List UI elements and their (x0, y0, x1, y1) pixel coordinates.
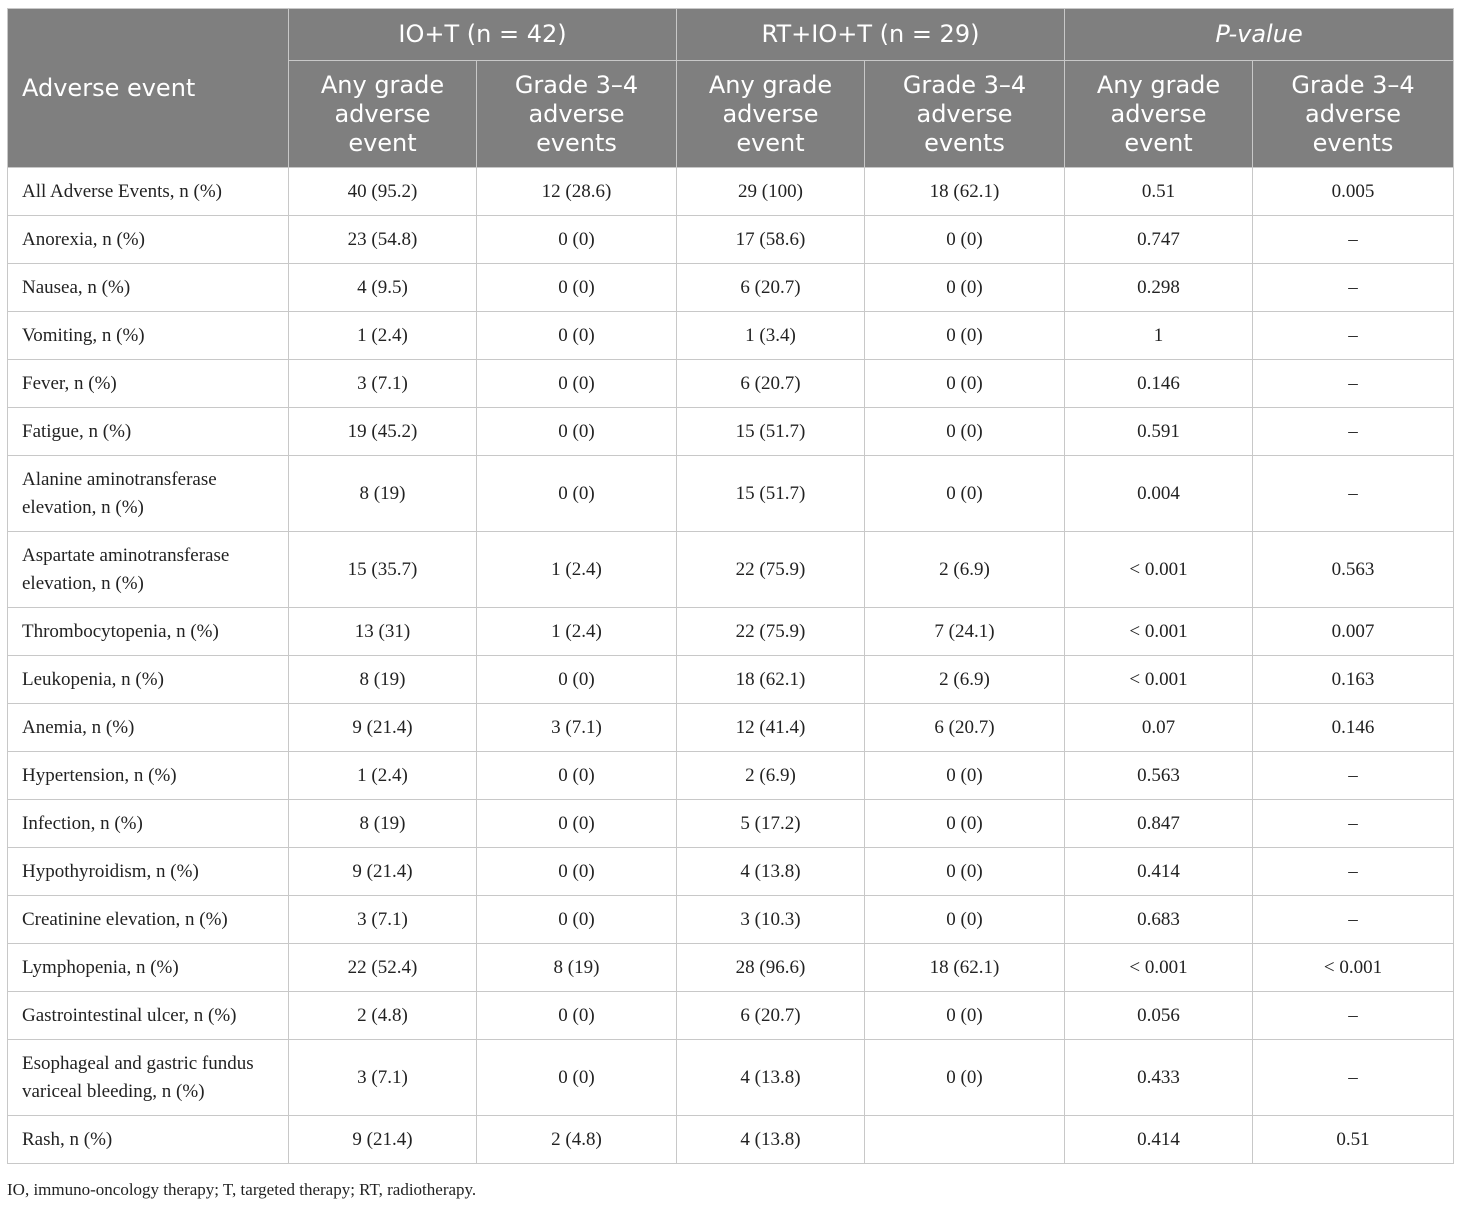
table-cell: 0.146 (1065, 360, 1253, 408)
table-cell: 0.563 (1065, 752, 1253, 800)
table-cell: 0.414 (1065, 848, 1253, 896)
header-p-value: P-value (1065, 9, 1454, 61)
row-label: Fever, n (%) (8, 360, 289, 408)
table-cell: 0.005 (1253, 168, 1454, 216)
table-cell: 0 (0) (865, 896, 1065, 944)
table-cell: 6 (20.7) (677, 360, 865, 408)
table-cell: 0.51 (1065, 168, 1253, 216)
table-cell: 8 (19) (289, 456, 477, 532)
header-adverse-event: Adverse event (8, 9, 289, 168)
row-label: Vomiting, n (%) (8, 312, 289, 360)
header-sub-cell: Grade 3–4 adverse events (865, 61, 1065, 168)
row-label: Anorexia, n (%) (8, 216, 289, 264)
table-cell: 1 (1065, 312, 1253, 360)
table-cell: 0.146 (1253, 704, 1454, 752)
table-cell: < 0.001 (1065, 944, 1253, 992)
table-cell: 0 (0) (477, 896, 677, 944)
table-cell: < 0.001 (1065, 532, 1253, 608)
row-label: Fatigue, n (%) (8, 408, 289, 456)
table-row (8, 360, 1454, 408)
table-cell: 6 (20.7) (677, 992, 865, 1040)
table-cell: 2 (4.8) (477, 1116, 677, 1164)
table-cell: 0 (0) (477, 216, 677, 264)
table-cell: 0 (0) (865, 216, 1065, 264)
table-row (8, 216, 1454, 264)
table-cell: 18 (62.1) (865, 168, 1065, 216)
row-label: Leukopenia, n (%) (8, 656, 289, 704)
table-cell: 0.007 (1253, 608, 1454, 656)
table-cell: 3 (10.3) (677, 896, 865, 944)
table-cell: 0 (0) (477, 312, 677, 360)
table-cell: 4 (13.8) (677, 1116, 865, 1164)
table-cell: 0 (0) (865, 752, 1065, 800)
table-cell: 1 (2.4) (477, 608, 677, 656)
table-cell: – (1253, 312, 1454, 360)
adverse-events-table (7, 8, 1454, 1164)
table-cell: < 0.001 (1253, 944, 1454, 992)
table-cell: 1 (2.4) (477, 532, 677, 608)
table-cell: 22 (75.9) (677, 608, 865, 656)
table-cell: 18 (62.1) (677, 656, 865, 704)
table-cell: 1 (2.4) (289, 752, 477, 800)
table-cell: < 0.001 (1065, 656, 1253, 704)
table-cell: 0 (0) (477, 456, 677, 532)
table-cell: 0.298 (1065, 264, 1253, 312)
table-cell: – (1253, 456, 1454, 532)
table-cell: 0 (0) (477, 656, 677, 704)
header-row-groups (8, 9, 1454, 61)
table-cell: – (1253, 408, 1454, 456)
table-cell: 0 (0) (477, 1040, 677, 1116)
table-cell: 0.433 (1065, 1040, 1253, 1116)
row-label: Esophageal and gastric fundus variceal bleeding, n (%) (8, 1040, 289, 1116)
table-cell: 9 (21.4) (289, 704, 477, 752)
table-row (8, 608, 1454, 656)
header-rt-io-t: RT+IO+T (n = 29) (677, 9, 1065, 61)
table-row (8, 532, 1454, 608)
table-cell: 23 (54.8) (289, 216, 477, 264)
table-cell: 1 (2.4) (289, 312, 477, 360)
table-cell: 0 (0) (865, 992, 1065, 1040)
table-body (8, 168, 1454, 1164)
table-cell: 0.51 (1253, 1116, 1454, 1164)
header-sub-cell: Grade 3–4 adverse events (477, 61, 677, 168)
table-row (8, 944, 1454, 992)
table-cell: 4 (9.5) (289, 264, 477, 312)
table-cell: 4 (13.8) (677, 1040, 865, 1116)
table-cell: – (1253, 896, 1454, 944)
table-cell: 17 (58.6) (677, 216, 865, 264)
header-sub-cell: Any grade adverse event (289, 61, 477, 168)
row-label: All Adverse Events, n (%) (8, 168, 289, 216)
table-row (8, 312, 1454, 360)
table-cell (865, 1116, 1065, 1164)
table-cell: 8 (19) (289, 656, 477, 704)
table-cell: 7 (24.1) (865, 608, 1065, 656)
table-cell: 9 (21.4) (289, 1116, 477, 1164)
row-label: Creatinine elevation, n (%) (8, 896, 289, 944)
row-label: Thrombocytopenia, n (%) (8, 608, 289, 656)
table-cell: 0 (0) (865, 408, 1065, 456)
table-cell: 6 (20.7) (677, 264, 865, 312)
table-cell: – (1253, 1040, 1454, 1116)
table-cell: – (1253, 800, 1454, 848)
table-row (8, 1040, 1454, 1116)
table-cell: 0.847 (1065, 800, 1253, 848)
table-cell: 2 (6.9) (677, 752, 865, 800)
table-cell: 0.683 (1065, 896, 1253, 944)
table-cell: 0 (0) (477, 264, 677, 312)
adverse-events-table-container (7, 8, 1453, 1164)
table-cell: 0.414 (1065, 1116, 1253, 1164)
table-row (8, 1116, 1454, 1164)
table-row (8, 264, 1454, 312)
table-cell: 18 (62.1) (865, 944, 1065, 992)
table-cell: < 0.001 (1065, 608, 1253, 656)
row-label: Hypertension, n (%) (8, 752, 289, 800)
table-cell: 0 (0) (865, 1040, 1065, 1116)
table-cell: 2 (4.8) (289, 992, 477, 1040)
table-row (8, 800, 1454, 848)
table-cell: 3 (7.1) (477, 704, 677, 752)
table-cell: 1 (3.4) (677, 312, 865, 360)
table-cell: 12 (28.6) (477, 168, 677, 216)
table-cell: 12 (41.4) (677, 704, 865, 752)
table-row (8, 168, 1454, 216)
table-row (8, 752, 1454, 800)
table-cell: 0.056 (1065, 992, 1253, 1040)
table-footnote: IO, immuno-oncology therapy; T, targeted therapy; RT, radiotherapy. (7, 1180, 477, 1199)
table-cell: 3 (7.1) (289, 1040, 477, 1116)
row-label: Hypothyroidism, n (%) (8, 848, 289, 896)
header-sub-cell: Grade 3–4 adverse events (1253, 61, 1454, 168)
table-cell: 5 (17.2) (677, 800, 865, 848)
table-cell: 15 (35.7) (289, 532, 477, 608)
table-cell: 4 (13.8) (677, 848, 865, 896)
table-cell: 28 (96.6) (677, 944, 865, 992)
table-cell: 22 (75.9) (677, 532, 865, 608)
table-cell: 0.747 (1065, 216, 1253, 264)
table-cell: 3 (7.1) (289, 360, 477, 408)
table-cell: – (1253, 264, 1454, 312)
table-cell: 29 (100) (677, 168, 865, 216)
table-cell: – (1253, 848, 1454, 896)
table-cell: 0.163 (1253, 656, 1454, 704)
row-label: Nausea, n (%) (8, 264, 289, 312)
table-row (8, 848, 1454, 896)
table-cell: 0.591 (1065, 408, 1253, 456)
table-cell: 8 (19) (289, 800, 477, 848)
table-cell: 0.563 (1253, 532, 1454, 608)
table-cell: 0 (0) (477, 848, 677, 896)
header-sub-cell: Any grade adverse event (677, 61, 865, 168)
table-cell: 0 (0) (865, 456, 1065, 532)
table-cell: – (1253, 360, 1454, 408)
table-row (8, 992, 1454, 1040)
header-io-t: IO+T (n = 42) (289, 9, 677, 61)
table-cell: 3 (7.1) (289, 896, 477, 944)
table-cell: 0 (0) (477, 360, 677, 408)
table-cell: 15 (51.7) (677, 456, 865, 532)
table-cell: 0 (0) (477, 752, 677, 800)
table-cell: 19 (45.2) (289, 408, 477, 456)
table-cell: 15 (51.7) (677, 408, 865, 456)
table-cell: 0 (0) (865, 312, 1065, 360)
row-label: Rash, n (%) (8, 1116, 289, 1164)
table-cell: 0 (0) (477, 992, 677, 1040)
table-row (8, 896, 1454, 944)
table-cell: 6 (20.7) (865, 704, 1065, 752)
table-cell: 9 (21.4) (289, 848, 477, 896)
table-cell: – (1253, 216, 1454, 264)
table-cell: 0 (0) (477, 800, 677, 848)
table-cell: 0 (0) (865, 848, 1065, 896)
table-cell: – (1253, 992, 1454, 1040)
table-cell: 0 (0) (477, 408, 677, 456)
table-cell: 0.004 (1065, 456, 1253, 532)
table-cell: 22 (52.4) (289, 944, 477, 992)
row-label: Gastrointestinal ulcer, n (%) (8, 992, 289, 1040)
table-cell: – (1253, 752, 1454, 800)
row-label: Aspartate aminotransferase elevation, n (%) (8, 532, 289, 608)
table-row (8, 456, 1454, 532)
table-cell: 0 (0) (865, 800, 1065, 848)
table-row (8, 704, 1454, 752)
table-cell: 8 (19) (477, 944, 677, 992)
table-cell: 0 (0) (865, 360, 1065, 408)
table-cell: 0.07 (1065, 704, 1253, 752)
table-cell: 40 (95.2) (289, 168, 477, 216)
row-label: Alanine aminotransferase elevation, n (%) (8, 456, 289, 532)
row-label: Infection, n (%) (8, 800, 289, 848)
table-cell: 13 (31) (289, 608, 477, 656)
table-cell: 0 (0) (865, 264, 1065, 312)
table-row (8, 656, 1454, 704)
table-row (8, 408, 1454, 456)
row-label: Lymphopenia, n (%) (8, 944, 289, 992)
table-cell: 2 (6.9) (865, 532, 1065, 608)
row-label: Anemia, n (%) (8, 704, 289, 752)
table-cell: 2 (6.9) (865, 656, 1065, 704)
header-sub-cell: Any grade adverse event (1065, 61, 1253, 168)
